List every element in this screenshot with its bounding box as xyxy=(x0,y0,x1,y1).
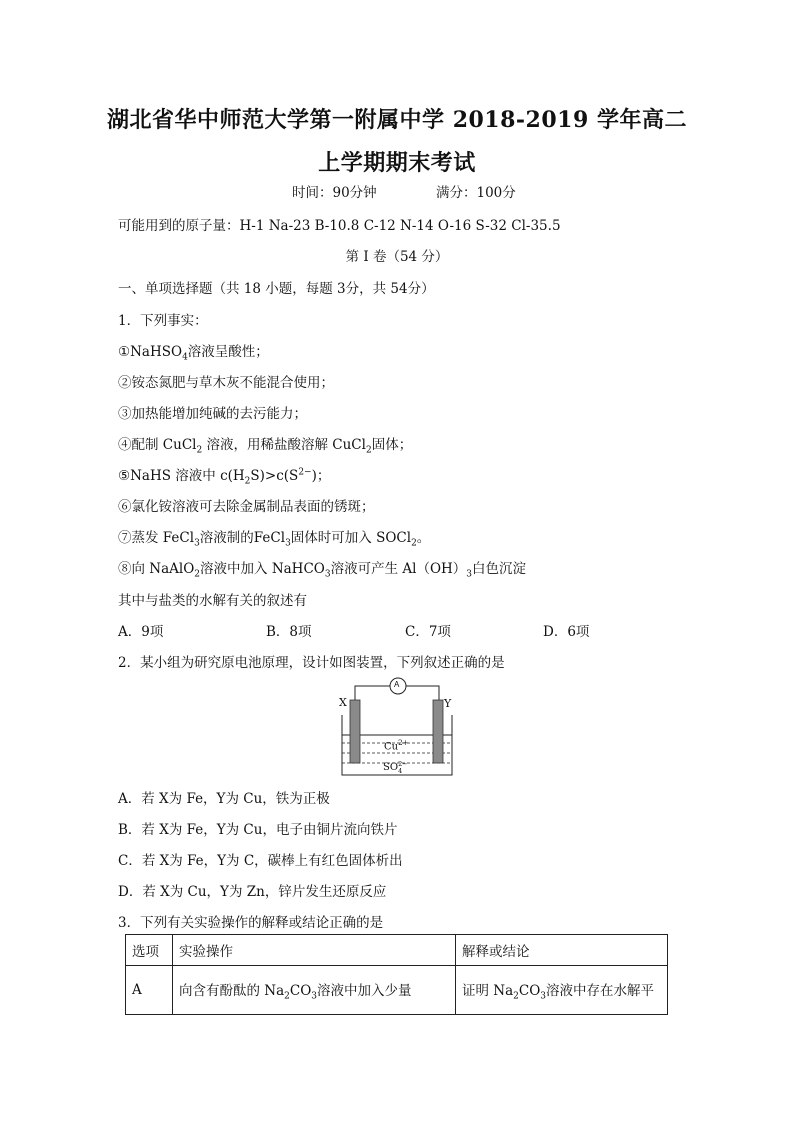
electrode-x-label: X xyxy=(339,696,347,709)
q2-option-c: C．若 X为 Fe，Y为 C，碳棒上有红色固体析出 xyxy=(118,853,403,869)
table-row xyxy=(126,966,668,1015)
cu-ion-label: $Cu^{2+}$ xyxy=(384,739,409,753)
time-info: 时间：90分钟 xyxy=(292,185,377,201)
q1-item-3: ③加热能增加纯碱的去污能力； xyxy=(118,406,307,422)
q1-item-4: ④配制 CuCl$_2$ 溶液，用稀盐酸溶解 CuCl$_2$固体； xyxy=(118,437,413,456)
q1-option-d: D．6项 xyxy=(543,624,590,640)
q1-question: 其中与盐类的水解有关的叙述有 xyxy=(118,593,307,609)
q1-item-7: ⑦蒸发 FeCl$_3$溶液制的FeCl$_3$固体时可加入 SOCl$_2$。 xyxy=(118,530,431,549)
row-conclusion: 证明 $Na_2CO_3$溶液中存在水解平 xyxy=(456,966,668,1015)
exam-title-line1: 湖北省华中师范大学第一附属中学 2018-2019 学年高二 xyxy=(107,107,687,133)
q2-stem: 2．某小组为研究原电池原理，设计如图装置，下列叙述正确的是 xyxy=(118,655,505,671)
row-operation: 向含有酚酞的 $Na_2CO_3$溶液中加入少量 xyxy=(173,966,456,1015)
header-conclusion: 解释或结论 xyxy=(456,935,668,966)
score-info: 满分：100分 xyxy=(436,185,516,201)
electrode-x-icon xyxy=(350,700,360,763)
q1-item-6: ⑥氯化铵溶液可去除金属制品表面的锈斑； xyxy=(118,499,375,515)
q1-option-c: C．7项 xyxy=(405,624,451,640)
q2-option-d: D．若 X为 Cu，Y为 Zn，锌片发生还原反应 xyxy=(118,884,387,900)
header-option: 选项 xyxy=(126,935,173,966)
q2-option-a: A．若 X为 Fe，Y为 Cu，铁为正极 xyxy=(118,791,330,807)
row-option: A xyxy=(126,966,173,1015)
ammeter-label: A xyxy=(394,680,400,689)
q1-item-5: ⑤NaHS 溶液中 $c(H_2S)>c(S^{2-})$； xyxy=(118,467,331,487)
q1-option-b: B．8项 xyxy=(266,624,312,640)
q2-option-b: B．若 X为 Fe，Y为 Cu，电子由铜片流向铁片 xyxy=(118,822,398,838)
q1-option-a: A．9项 xyxy=(118,624,164,640)
exam-title-line2: 上学期期末考试 xyxy=(318,150,476,176)
electrode-y-icon xyxy=(433,700,443,763)
q1-stem: 1．下列事实： xyxy=(118,313,208,329)
q1-item-2: ②铵态氮肥与草木灰不能混合使用； xyxy=(118,375,334,391)
q1-item-8: ⑧向 NaAlO$_2$溶液中加入 NaHCO$_3$溶液可产生 $Al(OH)_3$白色沉淀 xyxy=(118,561,527,580)
table-header-row xyxy=(126,935,668,966)
q3-table xyxy=(125,934,668,1015)
q1-item-1: ①NaHSO$_4$溶液呈酸性； xyxy=(118,344,269,363)
header-operation: 实验操作 xyxy=(173,935,456,966)
atomic-masses: 可能用到的原子量：H-1 Na-23 B-10.8 C-12 N-14 O-16 S-32 Cl-35.5 xyxy=(118,218,561,234)
galvanic-cell-diagram xyxy=(338,677,456,779)
q3-stem: 3．下列有关实验操作的解释或结论正确的是 xyxy=(118,915,384,931)
section-heading: 一、单项选择题（共 18 小题，每题 3分，共 54分） xyxy=(118,281,435,297)
volume-heading: 第 I 卷（54 分） xyxy=(345,249,449,265)
electrode-y-label: Y xyxy=(444,697,452,710)
sulfate-ion-label: SO 2− 4 xyxy=(383,760,408,775)
